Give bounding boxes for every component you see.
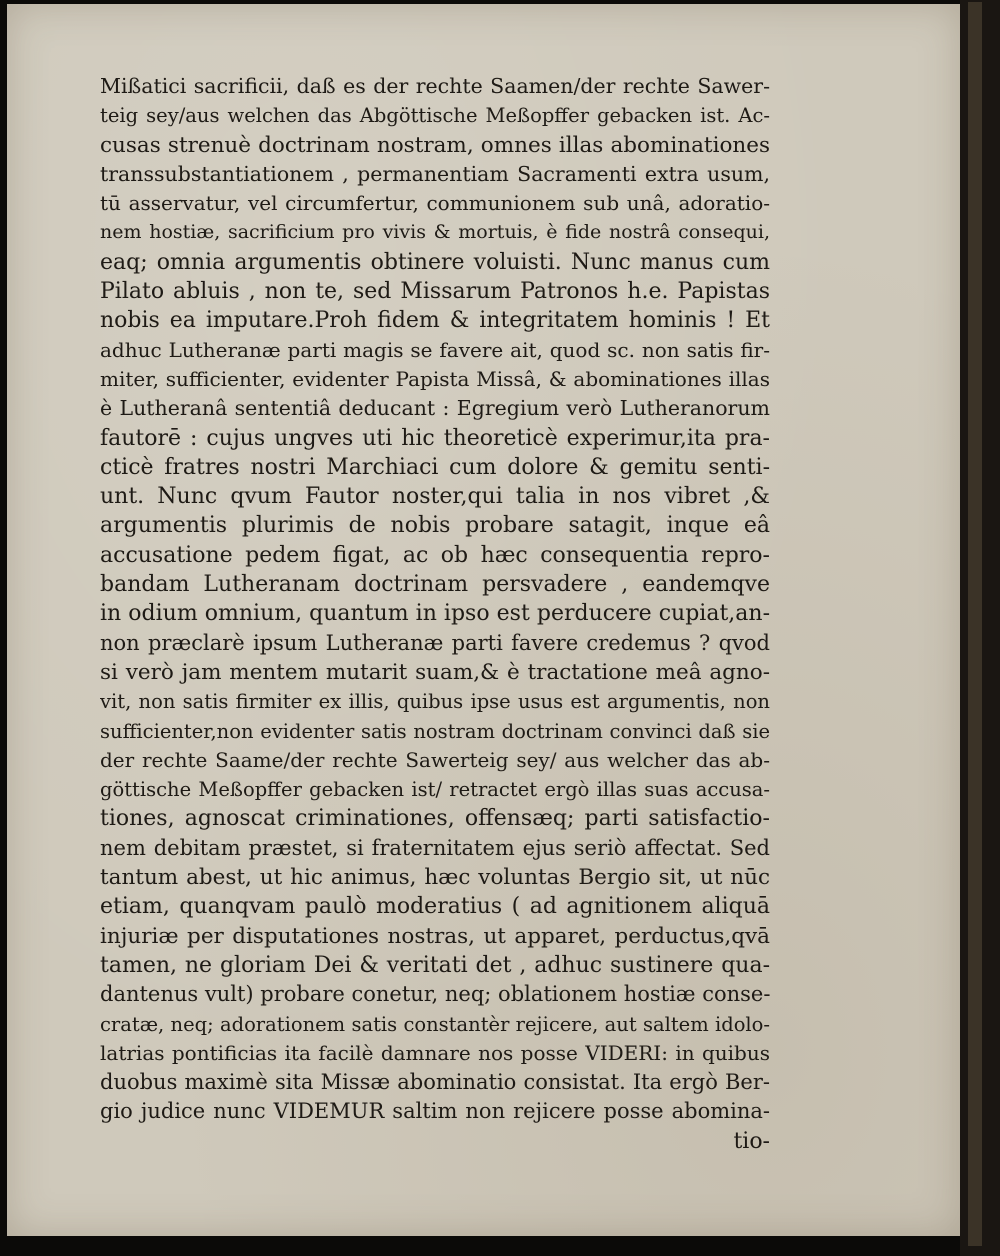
text-line: non præclarè ipsum Lutheranæ parti favere credemus ? qvod — [100, 630, 770, 655]
text-line: eaq; omnia argumentis obtinere voluisti. Nunc manus cum — [100, 249, 770, 275]
text-line: unt. Nunc qvum Fautor noster,qui talia in nos vibret ,& — [100, 484, 770, 510]
text-line: adhuc Lutheranæ parti magis se favere ait, quod sc. non satis fir- — [100, 337, 770, 362]
text-line: si verò jam mentem mutarit suam,& è tractatione meâ agno- — [100, 659, 770, 685]
text-line: Mißatici sacrificii, daß es der rechte Saamen/der rechte Sawer- — [100, 74, 770, 98]
adjacent-page-edge — [968, 2, 982, 1246]
text-line: è Lutheranâ sententiâ deducant : Egregium verò Lutheranorum — [100, 396, 770, 421]
text-line: etiam, quanqvam paulò moderatius ( ad agnitionem aliquā — [100, 894, 770, 920]
text-line: injuriæ per disputationes nostras, ut apparet, perductus,qvā — [100, 923, 770, 949]
text-line: cratæ, neq; adorationem satis constantèr rejicere, aut saltem idolo- — [100, 1012, 770, 1036]
text-line: nem debitam præstet, si fraternitatem ejus seriò affectat. Sed — [100, 835, 770, 860]
text-line: transsubstantiationem , permanentiam Sacramenti extra usum, — [100, 161, 770, 186]
text-line: vit, non satis firmiter ex illis, quibus ipse usus est argumentis, non — [100, 690, 770, 714]
text-line: fautorē : cujus ungves uti hic theoreticè experimur,ita pra- — [100, 425, 770, 451]
body-text — [100, 72, 770, 1156]
text-line: dantenus vult) probare conetur, neq; oblationem hostiæ conse- — [100, 982, 770, 1007]
text-line: sufficienter,non evidenter satis nostram doctrinam convinci daß sie — [100, 719, 770, 743]
catchword: tio- — [733, 1128, 770, 1154]
text-line: bandam Lutheranam doctrinam persvadere , eandemqve — [100, 572, 770, 598]
text-line: der rechte Saame/der rechte Sawerteig sey/ aus welcher das ab- — [100, 747, 770, 772]
text-line: duobus maximè sita Missæ abominatio consistat. Ita ergò Ber- — [100, 1070, 770, 1095]
text-line: nem hostiæ, sacrificium pro vivis & mortuis, è fide nostrâ consequi, — [100, 221, 770, 244]
text-line: Pilato abluis , non te, sed Missarum Patronos h.e. Papistas — [100, 279, 770, 305]
text-line: cticè fratres nostri Marchiaci cum dolore & gemitu senti- — [100, 454, 770, 480]
text-line: gio judice nunc VIDEMUR saltim non rejicere posse abomina- — [100, 1099, 770, 1124]
text-line: tū asservatur, vel circumfertur, communionem sub unâ, adoratio- — [100, 191, 770, 216]
text-line: latrias pontificias ita facilè damnare nos posse VIDERI: in quibus — [100, 1040, 770, 1065]
text-line: tiones, agnoscat criminationes, offensæq; parti satisfactio- — [100, 806, 770, 832]
text-line: göttische Meßopffer gebacken ist/ retractet ergò illas suas accusa- — [100, 778, 770, 802]
text-line: in odium omnium, quantum in ipso est perducere cupiat,an- — [100, 601, 770, 627]
text-line: nobis ea imputare.Proh fidem & integritatem hominis ! Et — [100, 308, 770, 334]
text-line: teig sey/aus welchen das Abgöttische Meßopffer gebacken ist. Ac- — [100, 104, 770, 128]
text-line: accusatione pedem figat, ac ob hæc consequentia repro- — [100, 542, 770, 568]
text-line: cusas strenuè doctrinam nostram, omnes illas abominationes — [100, 132, 770, 158]
text-line: argumentis plurimis de nobis probare satagit, inque eâ — [100, 513, 770, 539]
text-line: tantum abest, ut hic animus, hæc voluntas Bergio sit, ut nūc — [100, 865, 770, 891]
text-line: tamen, ne gloriam Dei & veritati det , adhuc sustinere qua- — [100, 952, 770, 978]
text-line: miter, sufficienter, evidenter Papista Missâ, & abominationes illas — [100, 366, 770, 391]
